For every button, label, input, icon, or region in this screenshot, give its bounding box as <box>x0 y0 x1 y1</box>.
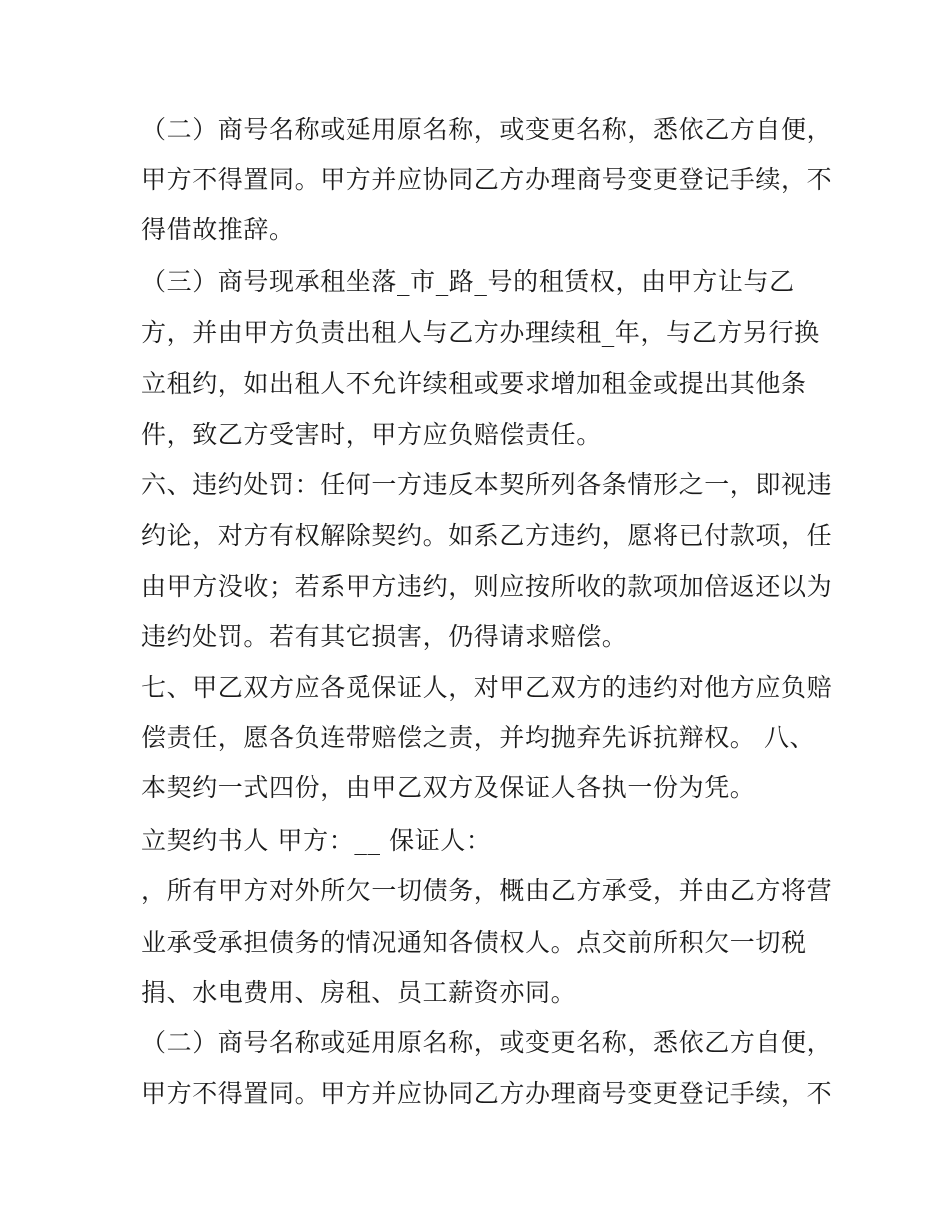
text-line: 违约处罚。若有其它损害，仍得请求赔偿。 <box>141 622 628 651</box>
text-line: （二）商号名称或延用原名称，或变更名称，悉依乙方自便， <box>141 1028 833 1057</box>
text-line: （二）商号名称或延用原名称，或变更名称，悉依乙方自便， <box>141 115 833 144</box>
text-line: 七、甲乙双方应各觅保证人，对甲乙双方的违约对他方应负赔 <box>141 673 833 702</box>
text-line: 甲方不得置同。甲方并应协同乙方办理商号变更登记手续，不 <box>141 1079 833 1108</box>
text-line: （三）商号现承租坐落_市_路_号的租赁权，由甲方让与乙 <box>141 267 795 296</box>
text-line: 六、违约处罚：任何一方违反本契所列各条情形之一，即视违 <box>141 470 833 499</box>
text-line: 约论，对方有权解除契约。如系乙方违约，愿将已付款项，任 <box>141 521 833 550</box>
text-line: 立租约，如出租人不允许续租或要求增加租金或提出其他条 <box>141 369 807 398</box>
text-line: 本契约一式四份，由甲乙双方及保证人各执一份为凭。 <box>141 773 756 802</box>
text-line: ，所有甲方对外所欠一切债务，概由乙方承受，并由乙方将营 <box>141 876 833 905</box>
text-line: 业承受承担债务的情况通知各债权人。点交前所积欠一切税 <box>141 928 807 957</box>
text-line: 甲方不得置同。甲方并应协同乙方办理商号变更登记手续，不 <box>141 165 833 194</box>
text-line: 由甲方没收；若系甲方违约，则应按所收的款项加倍返还以为 <box>141 572 833 601</box>
text-line: 得借故推辞。 <box>141 215 295 244</box>
text-line: 件，致乙方受害时，甲方应负赔偿责任。 <box>141 420 602 449</box>
text-line: 方，并由甲方负责出租人与乙方办理续租_年，与乙方另行换 <box>141 318 820 347</box>
text-line: 偿责任，愿各负连带赔偿之责，并均抛弃先诉抗辩权。 八、 <box>141 723 816 752</box>
signature-line: 立契约书人 甲方：__ 保证人： <box>141 826 492 855</box>
text-line: 捐、水电费用、房租、员工薪资亦同。 <box>141 978 577 1007</box>
